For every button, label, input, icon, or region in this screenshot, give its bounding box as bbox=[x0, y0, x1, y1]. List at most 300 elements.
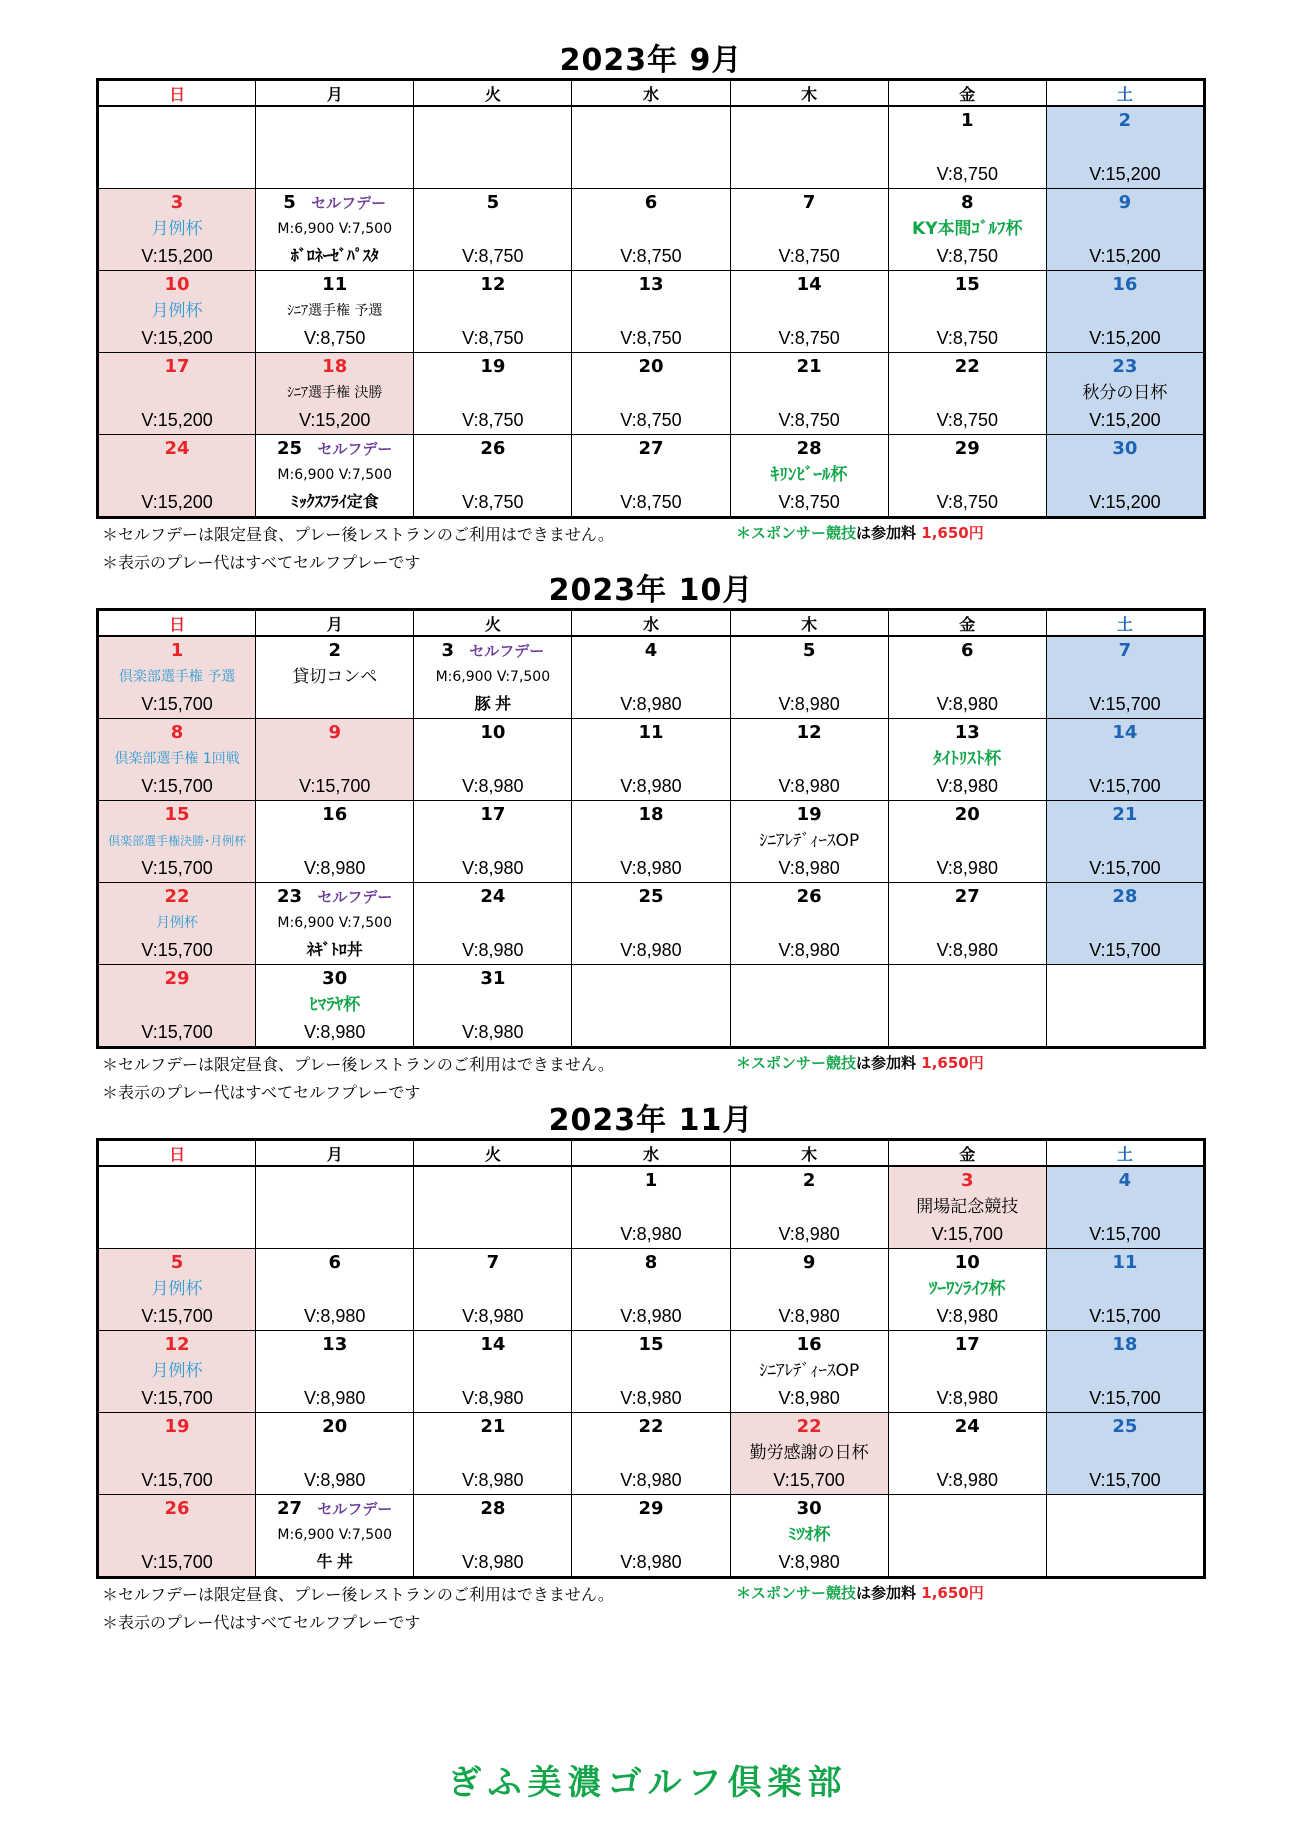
day-number: 3 bbox=[961, 1170, 974, 1191]
selfday-header bbox=[414, 637, 571, 664]
day-cell bbox=[888, 719, 1046, 801]
day-cell bbox=[730, 719, 888, 801]
weekday-header: 月 bbox=[256, 80, 414, 107]
day-cell bbox=[1046, 801, 1204, 883]
play-fee: V:8,980 bbox=[462, 858, 524, 878]
day-number: 25 bbox=[638, 886, 664, 907]
day-number: 26 bbox=[796, 886, 822, 907]
day-cell bbox=[730, 965, 888, 1048]
day-cell bbox=[414, 883, 572, 965]
day-cell bbox=[888, 189, 1046, 271]
day-number: 6 bbox=[644, 192, 658, 213]
day-cell bbox=[572, 106, 730, 189]
day-cell bbox=[414, 719, 572, 801]
day-number: 19 bbox=[480, 356, 506, 377]
sponsor-mid: は参加料 bbox=[856, 1584, 917, 1602]
day-cell bbox=[572, 965, 730, 1048]
month-calendar bbox=[96, 1104, 1206, 1635]
day-number: 24 bbox=[480, 886, 506, 907]
day-number: 14 bbox=[480, 1334, 506, 1355]
play-fee: V:8,750 bbox=[778, 328, 840, 348]
play-fee: V:8,980 bbox=[620, 1306, 682, 1326]
weekday-header: 土 bbox=[1046, 610, 1204, 637]
day-number: 6 bbox=[328, 1252, 341, 1273]
play-fee: V:8,980 bbox=[462, 1470, 524, 1490]
day-number: 28 bbox=[796, 438, 822, 459]
sponsor-prefix: ＊ bbox=[736, 1054, 752, 1072]
day-cell bbox=[1046, 719, 1204, 801]
play-fee: V:8,980 bbox=[778, 1306, 840, 1326]
day-cell bbox=[98, 1413, 256, 1495]
play-fee: V:8,980 bbox=[304, 1388, 366, 1408]
month-calendar bbox=[96, 44, 1206, 575]
day-cell bbox=[414, 1413, 572, 1495]
week-row bbox=[98, 1331, 1205, 1413]
day-number: 3 bbox=[170, 192, 184, 213]
day-number bbox=[256, 1167, 413, 1194]
play-fee: V:8,750 bbox=[778, 492, 840, 512]
day-number: 16 bbox=[796, 1334, 822, 1355]
week-row bbox=[98, 1495, 1205, 1578]
play-fee: V:8,980 bbox=[462, 1306, 524, 1326]
play-fee: V:15,700 bbox=[141, 940, 213, 960]
event-label: 開場記念競技 bbox=[916, 1197, 1019, 1217]
day-number: 16 bbox=[1112, 274, 1138, 295]
event-label: 月例杯 bbox=[156, 915, 199, 931]
event-label: 勤労感謝の日杯 bbox=[749, 1443, 869, 1463]
play-fee: V:15,200 bbox=[1089, 246, 1161, 266]
sponsor-note bbox=[736, 1582, 984, 1603]
week-row bbox=[98, 1249, 1205, 1331]
day-cell bbox=[256, 353, 414, 435]
day-cell bbox=[414, 353, 572, 435]
day-number bbox=[889, 965, 1046, 992]
day-number bbox=[572, 107, 729, 134]
day-cell bbox=[414, 1331, 572, 1413]
day-number: 12 bbox=[796, 722, 822, 743]
day-cell bbox=[98, 965, 256, 1048]
selfday-header bbox=[256, 435, 413, 462]
day-number: 24 bbox=[164, 438, 190, 459]
sponsor-prefix: ＊ bbox=[736, 524, 752, 542]
weekday-header: 月 bbox=[256, 610, 414, 637]
day-cell bbox=[572, 1166, 730, 1249]
day-number: 25 bbox=[277, 438, 303, 459]
selfday-prices: M:6,900 V:7,500 bbox=[277, 467, 392, 483]
calendar-table bbox=[96, 608, 1206, 1049]
play-fee: V:8,980 bbox=[936, 1388, 998, 1408]
notes bbox=[96, 1579, 1206, 1635]
selfday-header bbox=[256, 189, 413, 216]
month-title: 2023年 10月 bbox=[548, 573, 754, 608]
day-number: 12 bbox=[480, 274, 506, 295]
weekday-header: 水 bbox=[572, 1140, 730, 1167]
day-cell bbox=[98, 636, 256, 719]
event-label: ｷﾘﾝﾋﾞｰﾙ杯 bbox=[770, 465, 848, 485]
day-cell bbox=[1046, 883, 1204, 965]
event-label: ｼﾆｱﾚﾃﾞｨｰｽOP bbox=[759, 1361, 860, 1381]
day-number: 29 bbox=[638, 1498, 664, 1519]
play-fee: V:8,980 bbox=[936, 694, 998, 714]
day-number: 8 bbox=[961, 192, 974, 213]
day-number bbox=[572, 965, 729, 992]
play-fee: V:8,980 bbox=[620, 940, 682, 960]
day-cell bbox=[572, 801, 730, 883]
day-number: 1 bbox=[961, 110, 974, 131]
day-cell bbox=[98, 271, 256, 353]
weekday-header: 木 bbox=[730, 610, 888, 637]
day-number: 5 bbox=[283, 192, 296, 213]
day-number: 21 bbox=[1112, 804, 1138, 825]
sponsor-fee: 1,650円 bbox=[921, 1054, 984, 1072]
day-number: 11 bbox=[638, 722, 664, 743]
day-cell bbox=[256, 189, 414, 271]
event-label: KY本間ｺﾞﾙﾌ杯 bbox=[912, 219, 1023, 239]
play-fee: V:8,750 bbox=[936, 328, 998, 348]
day-number: 2 bbox=[1118, 110, 1132, 131]
price-note: ＊表示のプレー代はすべてセルフプレーです bbox=[102, 553, 421, 572]
play-fee: V:8,980 bbox=[620, 858, 682, 878]
day-cell bbox=[1046, 1249, 1204, 1331]
day-number: 12 bbox=[164, 1334, 190, 1355]
selfday-menu: ﾈｷﾞﾄﾛ丼 bbox=[306, 942, 363, 959]
calendar-table bbox=[96, 1138, 1206, 1579]
day-number: 30 bbox=[796, 1498, 822, 1519]
day-cell bbox=[256, 636, 414, 719]
day-cell bbox=[1046, 1413, 1204, 1495]
day-cell bbox=[572, 353, 730, 435]
play-fee: V:8,980 bbox=[620, 1470, 682, 1490]
sponsor-name: スポンサー競技 bbox=[751, 1054, 857, 1072]
selfday-label: セルフデー bbox=[317, 888, 393, 906]
selfday-label: セルフデー bbox=[317, 1500, 393, 1518]
play-fee: V:8,980 bbox=[462, 1388, 524, 1408]
day-cell bbox=[572, 189, 730, 271]
day-number: 27 bbox=[954, 886, 980, 907]
week-row bbox=[98, 1166, 1205, 1249]
play-fee: V:8,980 bbox=[778, 1552, 840, 1572]
week-row bbox=[98, 353, 1205, 435]
play-fee: V:15,700 bbox=[1089, 858, 1161, 878]
week-row bbox=[98, 883, 1205, 965]
day-number: 6 bbox=[961, 640, 974, 661]
event-label: 秋分の日杯 bbox=[1082, 383, 1168, 403]
play-fee: V:8,750 bbox=[620, 328, 682, 348]
play-fee: V:15,200 bbox=[1089, 492, 1161, 512]
play-fee: V:8,980 bbox=[778, 940, 840, 960]
weekday-header: 金 bbox=[888, 80, 1046, 107]
day-cell bbox=[256, 106, 414, 189]
selfday-prices: M:6,900 V:7,500 bbox=[277, 915, 392, 931]
day-cell bbox=[888, 965, 1046, 1048]
day-cell bbox=[98, 1166, 256, 1249]
selfday-menu: 牛 丼 bbox=[316, 1554, 353, 1571]
day-cell bbox=[730, 1413, 888, 1495]
day-cell bbox=[98, 435, 256, 518]
play-fee: V:8,750 bbox=[462, 328, 524, 348]
day-cell bbox=[256, 1249, 414, 1331]
day-number: 20 bbox=[954, 804, 980, 825]
day-cell bbox=[888, 636, 1046, 719]
selfday-menu: 豚 丼 bbox=[474, 696, 512, 713]
day-cell bbox=[888, 1249, 1046, 1331]
day-number: 4 bbox=[1118, 1170, 1132, 1191]
play-fee: V:15,700 bbox=[299, 776, 371, 796]
day-number: 21 bbox=[796, 356, 822, 377]
day-number: 10 bbox=[480, 722, 506, 743]
weekday-header: 火 bbox=[414, 610, 572, 637]
event-label: 倶楽部選手権 1回戦 bbox=[114, 751, 240, 767]
day-number bbox=[1047, 1495, 1203, 1522]
play-fee: V:15,700 bbox=[1089, 1470, 1161, 1490]
event-label: 倶楽部選手権決勝･月例杯 bbox=[108, 834, 247, 848]
day-number: 8 bbox=[644, 1252, 658, 1273]
selfday-menu: ﾎﾞﾛﾈｰｾﾞﾊﾟｽﾀ bbox=[290, 248, 379, 265]
sponsor-name: スポンサー競技 bbox=[751, 524, 857, 542]
play-fee: V:8,980 bbox=[620, 1552, 682, 1572]
day-number: 7 bbox=[1118, 640, 1132, 661]
play-fee: V:15,700 bbox=[931, 1224, 1003, 1244]
play-fee: V:8,750 bbox=[462, 246, 524, 266]
day-cell bbox=[730, 1166, 888, 1249]
weekday-header: 木 bbox=[730, 80, 888, 107]
play-fee: V:8,980 bbox=[936, 1306, 998, 1326]
day-cell bbox=[572, 435, 730, 518]
day-number: 2 bbox=[802, 1170, 816, 1191]
day-number: 26 bbox=[480, 438, 506, 459]
day-number: 25 bbox=[1112, 1416, 1138, 1437]
selfday-prices: M:6,900 V:7,500 bbox=[435, 669, 551, 685]
day-cell bbox=[572, 1413, 730, 1495]
day-number: 18 bbox=[1112, 1334, 1138, 1355]
day-number: 13 bbox=[322, 1334, 348, 1355]
day-cell bbox=[730, 435, 888, 518]
sponsor-note bbox=[736, 1052, 984, 1073]
day-number: 10 bbox=[164, 274, 190, 295]
day-number: 7 bbox=[802, 192, 816, 213]
play-fee: V:8,980 bbox=[778, 1224, 840, 1244]
play-fee: V:15,200 bbox=[299, 410, 371, 430]
day-number: 9 bbox=[802, 1252, 816, 1273]
day-cell bbox=[572, 636, 730, 719]
play-fee: V:15,200 bbox=[141, 328, 213, 348]
selfday-label: セルフデー bbox=[311, 194, 387, 212]
play-fee: V:15,200 bbox=[141, 492, 213, 512]
day-number: 2 bbox=[328, 640, 341, 661]
day-cell bbox=[414, 1495, 572, 1578]
event-label: 月例杯 bbox=[151, 1361, 203, 1381]
notes bbox=[96, 519, 1206, 575]
day-cell bbox=[572, 271, 730, 353]
price-note: ＊表示のプレー代はすべてセルフプレーです bbox=[102, 1083, 421, 1102]
day-cell bbox=[1046, 1331, 1204, 1413]
day-cell bbox=[1046, 271, 1204, 353]
day-cell bbox=[414, 1166, 572, 1249]
weekday-header: 火 bbox=[414, 1140, 572, 1167]
day-number: 18 bbox=[322, 356, 348, 377]
day-number: 21 bbox=[480, 1416, 506, 1437]
day-number: 8 bbox=[170, 722, 184, 743]
sponsor-mid: は参加料 bbox=[856, 1054, 917, 1072]
day-cell bbox=[730, 636, 888, 719]
selfday-label: セルフデー bbox=[317, 440, 393, 458]
selfday-label: セルフデー bbox=[469, 642, 545, 660]
day-cell bbox=[256, 1495, 414, 1578]
day-cell bbox=[1046, 636, 1204, 719]
day-cell bbox=[98, 883, 256, 965]
play-fee: V:8,980 bbox=[936, 858, 998, 878]
play-fee: V:15,200 bbox=[1089, 410, 1161, 430]
day-cell bbox=[98, 353, 256, 435]
day-cell bbox=[98, 1331, 256, 1413]
day-number: 22 bbox=[164, 886, 190, 907]
day-number: 3 bbox=[441, 640, 454, 661]
day-number bbox=[1047, 965, 1203, 992]
day-number: 22 bbox=[638, 1416, 664, 1437]
day-number: 13 bbox=[638, 274, 664, 295]
day-cell bbox=[256, 271, 414, 353]
day-number: 15 bbox=[164, 804, 190, 825]
day-number: 22 bbox=[954, 356, 980, 377]
day-cell bbox=[98, 106, 256, 189]
day-number: 24 bbox=[954, 1416, 980, 1437]
day-number: 14 bbox=[796, 274, 822, 295]
day-cell bbox=[888, 801, 1046, 883]
day-cell bbox=[730, 189, 888, 271]
day-cell bbox=[256, 801, 414, 883]
play-fee: V:8,980 bbox=[462, 940, 524, 960]
weekday-header: 日 bbox=[98, 80, 256, 107]
play-fee: V:8,980 bbox=[462, 1022, 524, 1042]
day-cell bbox=[1046, 189, 1204, 271]
weekday-header: 金 bbox=[888, 610, 1046, 637]
day-cell bbox=[1046, 106, 1204, 189]
calendar-table bbox=[96, 78, 1206, 519]
day-cell bbox=[572, 1249, 730, 1331]
day-number: 15 bbox=[638, 1334, 664, 1355]
play-fee: V:8,750 bbox=[778, 246, 840, 266]
play-fee: V:15,200 bbox=[1089, 328, 1161, 348]
play-fee: V:8,980 bbox=[936, 940, 998, 960]
weekday-header: 月 bbox=[256, 1140, 414, 1167]
weekday-header: 日 bbox=[98, 610, 256, 637]
event-label: ﾋﾏﾗﾔ杯 bbox=[309, 995, 361, 1015]
month-calendar bbox=[96, 574, 1206, 1105]
play-fee: V:15,700 bbox=[1089, 1306, 1161, 1326]
day-cell bbox=[414, 271, 572, 353]
weekday-header: 金 bbox=[888, 1140, 1046, 1167]
play-fee: V:8,750 bbox=[462, 492, 524, 512]
day-number: 28 bbox=[480, 1498, 506, 1519]
day-cell bbox=[1046, 965, 1204, 1048]
day-number: 29 bbox=[164, 968, 190, 989]
club-name-footer: ぎふ美濃ゴルフ倶楽部 bbox=[447, 1763, 848, 1803]
day-cell bbox=[256, 1413, 414, 1495]
day-number: 30 bbox=[1112, 438, 1138, 459]
selfday-header bbox=[256, 1495, 413, 1522]
play-fee: V:8,980 bbox=[778, 694, 840, 714]
day-cell bbox=[888, 1166, 1046, 1249]
day-cell bbox=[888, 1331, 1046, 1413]
week-row bbox=[98, 1413, 1205, 1495]
play-fee: V:15,200 bbox=[141, 246, 213, 266]
day-number: 14 bbox=[1112, 722, 1138, 743]
day-number bbox=[414, 1167, 571, 1194]
play-fee: V:15,700 bbox=[141, 1022, 213, 1042]
day-number: 19 bbox=[164, 1416, 190, 1437]
day-number: 11 bbox=[1112, 1252, 1138, 1273]
day-number: 5 bbox=[802, 640, 816, 661]
play-fee: V:15,700 bbox=[1089, 1224, 1161, 1244]
play-fee: V:8,750 bbox=[778, 410, 840, 430]
day-cell bbox=[1046, 1166, 1204, 1249]
day-number: 27 bbox=[277, 1498, 303, 1519]
day-number: 11 bbox=[322, 274, 348, 295]
day-cell bbox=[414, 106, 572, 189]
day-cell bbox=[888, 1413, 1046, 1495]
play-fee: V:8,750 bbox=[462, 410, 524, 430]
day-cell bbox=[98, 189, 256, 271]
sponsor-prefix: ＊ bbox=[736, 1584, 752, 1602]
week-row bbox=[98, 106, 1205, 189]
play-fee: V:8,980 bbox=[462, 776, 524, 796]
play-fee: V:15,700 bbox=[141, 858, 213, 878]
day-number: 20 bbox=[322, 1416, 348, 1437]
play-fee: V:8,980 bbox=[778, 776, 840, 796]
weekday-header: 日 bbox=[98, 1140, 256, 1167]
play-fee: V:15,700 bbox=[141, 1388, 213, 1408]
month-title: 2023年 9月 bbox=[559, 43, 743, 78]
day-cell bbox=[730, 271, 888, 353]
play-fee: V:8,750 bbox=[620, 492, 682, 512]
day-cell bbox=[730, 1495, 888, 1578]
day-number: 29 bbox=[954, 438, 980, 459]
day-cell bbox=[414, 189, 572, 271]
day-number: 7 bbox=[486, 1252, 500, 1273]
day-number bbox=[99, 107, 255, 134]
week-row bbox=[98, 435, 1205, 518]
weekday-header: 火 bbox=[414, 80, 572, 107]
weekday-header: 土 bbox=[1046, 80, 1204, 107]
day-cell bbox=[414, 435, 572, 518]
day-cell bbox=[1046, 435, 1204, 518]
play-fee: V:8,980 bbox=[620, 1388, 682, 1408]
day-cell bbox=[572, 719, 730, 801]
play-fee: V:15,700 bbox=[1089, 940, 1161, 960]
weekday-header: 木 bbox=[730, 1140, 888, 1167]
day-cell bbox=[730, 353, 888, 435]
selfday-note: ＊セルフデーは限定昼食、プレー後レストランのご利用はできません。 bbox=[102, 1055, 614, 1074]
day-number: 1 bbox=[170, 640, 184, 661]
play-fee: V:8,980 bbox=[936, 776, 998, 796]
sponsor-note bbox=[736, 522, 984, 543]
play-fee: V:8,980 bbox=[304, 1306, 366, 1326]
play-fee: V:15,700 bbox=[141, 776, 213, 796]
event-label: 倶楽部選手権 予選 bbox=[118, 669, 236, 685]
week-row bbox=[98, 636, 1205, 719]
day-number: 1 bbox=[644, 1170, 658, 1191]
day-number bbox=[414, 107, 571, 134]
play-fee: V:8,750 bbox=[936, 246, 998, 266]
day-number: 10 bbox=[954, 1252, 980, 1273]
sponsor-mid: は参加料 bbox=[856, 524, 917, 542]
day-number: 27 bbox=[638, 438, 664, 459]
selfday-menu: ﾐｯｸｽﾌﾗｲ定食 bbox=[290, 494, 379, 511]
day-cell bbox=[888, 883, 1046, 965]
day-cell bbox=[414, 636, 572, 719]
event-label: 月例杯 bbox=[151, 219, 203, 239]
play-fee: V:8,750 bbox=[936, 492, 998, 512]
